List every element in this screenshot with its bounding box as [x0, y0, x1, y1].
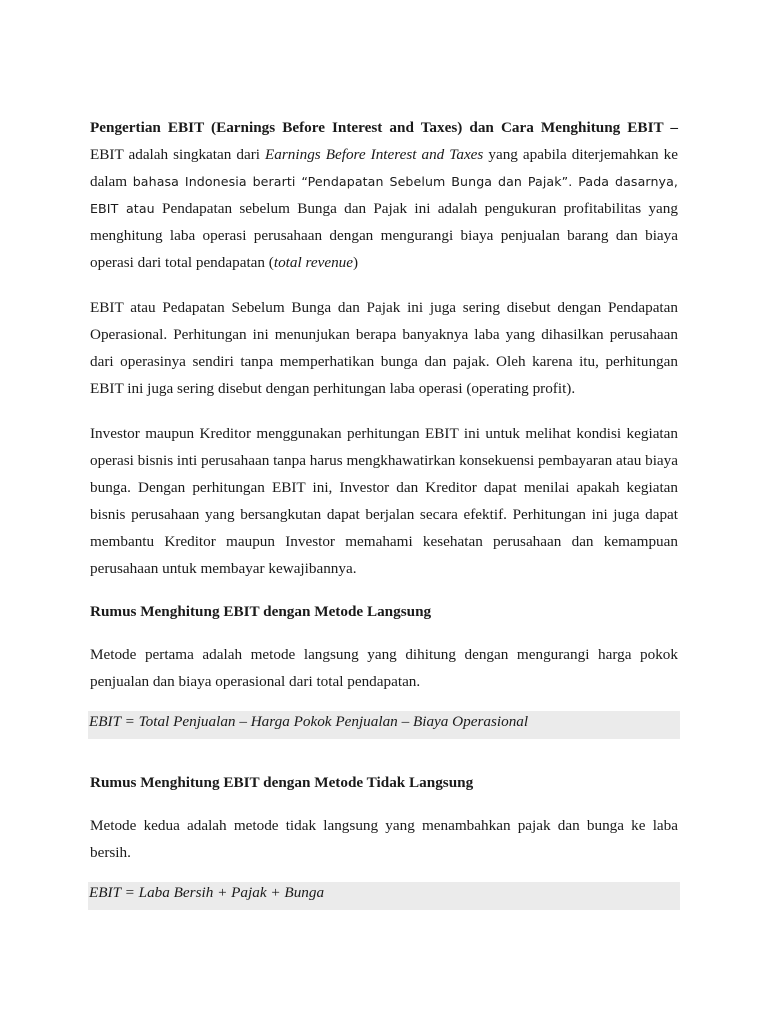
investor-paragraph: Investor maupun Kreditor menggunakan perhitungan EBIT ini untuk melihat kondisi kegiatan operasi bisnis inti perusahaan tanpa harus mengkhawatirkan konsekuensi pembayaran atau biaya bunga. Dengan perhitungan EBIT ini, Investor dan Kreditor dapat menilai apakah kegiatan bisnis perusahaan yang bersangkutan dapat berjalan secara efektif. Perhitungan ini juga dapat membantu Kreditor maupun Investor memahami kesehatan perusahaan dan kemampuan perusahaan untuk membayar kewajibannya. [90, 425, 678, 577]
direct-method-formula: EBIT = Total Penjualan – Harga Pokok Penjualan – Biaya Operasional [88, 711, 680, 739]
direct-method-text: Metode pertama adalah metode langsung yang dihitung dengan mengurangi harga pokok penjualan dan biaya operasional dari total pendapatan. [90, 646, 678, 690]
intro-text-c: Pendapatan sebelum Bunga dan Pajak ini adalah pengukuran profitabilitas yang menghitung laba operasi perusahaan dengan mengurangi biaya penjualan barang dan biaya operasi dari total pendapatan ( [90, 200, 678, 271]
indirect-method-heading: Rumus Menghitung EBIT dengan Metode Tidak Langsung [90, 774, 474, 791]
intro-lead: EBIT adalah singkatan dari [90, 146, 265, 163]
intro-paragraph [90, 114, 678, 276]
indirect-method-text: Metode kedua adalah metode tidak langsung yang menambahkan pajak dan bunga ke laba bersih. [90, 817, 678, 861]
intro-text-a: yang apabila diterjemahkan ke dalam [90, 146, 678, 190]
ebit-term: Earnings Before Interest and Taxes [265, 146, 484, 163]
intro-text-b: bahasa Indonesia berarti “Pendapatan Sebelum Bunga dan Pajak”. Pada dasarnya, EBIT atau [90, 174, 679, 216]
document-page [90, 114, 678, 910]
direct-method-heading: Rumus Menghitung EBIT dengan Metode Langsung [90, 603, 432, 620]
indirect-method-formula: EBIT = Laba Bersih + Pajak + Bunga [88, 882, 680, 910]
total-revenue-term: total revenue [273, 254, 354, 271]
intro-close: ) [353, 254, 359, 271]
operating-income-paragraph: EBIT atau Pedapatan Sebelum Bunga dan Pajak ini juga sering disebut dengan Pendapatan Operasional. Perhitungan ini menunjukan berapa banyaknya laba yang dihasilkan perusahaan dari operasinya sendiri tanpa memperhatikan bunga dan pajak. Oleh karena itu, perhitungan EBIT ini juga sering disebut dengan perhitungan laba operasi (operating profit). [90, 299, 678, 397]
article-title: Pengertian EBIT (Earnings Before Interest and Taxes) dan Cara Menghitung EBIT – [90, 119, 678, 136]
